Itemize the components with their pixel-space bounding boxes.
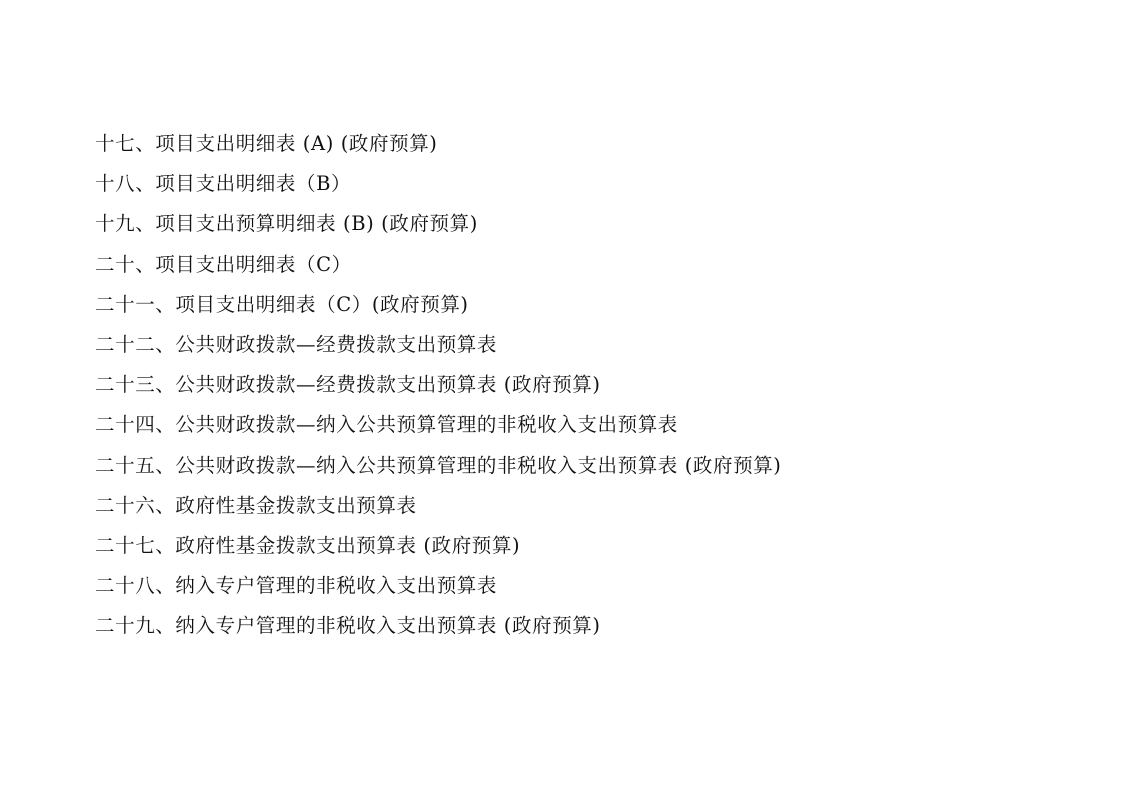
toc-entry: 二十七、政府性基金拨款支出预算表 (政府预算) — [95, 534, 521, 558]
toc-entry: 十九、项目支出预算明细表 (B) (政府预算) — [95, 212, 478, 236]
toc-entry: 二十五、公共财政拨款—纳入公共预算管理的非税收入支出预算表 (政府预算) — [95, 453, 782, 477]
toc-entry: 二十三、公共财政拨款—经费拨款支出预算表 (政府预算) — [95, 373, 601, 397]
toc-entry: 十七、项目支出明细表 (A) (政府预算) — [95, 132, 438, 155]
toc-entry: 二十二、公共财政拨款—经费拨款支出预算表 — [95, 333, 498, 357]
table-of-contents — [95, 124, 1027, 647]
toc-entry: 二十一、项目支出明细表（C）(政府预算) — [95, 292, 469, 316]
toc-entry: 二十八、纳入专户管理的非税收入支出预算表 — [95, 574, 498, 598]
toc-entry: 二十四、公共财政拨款—纳入公共预算管理的非税收入支出预算表 — [95, 413, 678, 437]
toc-entry: 十八、项目支出明细表（B） — [95, 172, 352, 196]
toc-entry: 二十九、纳入专户管理的非税收入支出预算表 (政府预算) — [95, 614, 601, 638]
toc-entry: 二十、项目支出明细表（C） — [95, 252, 352, 276]
toc-entry: 二十六、政府性基金拨款支出预算表 — [95, 493, 417, 517]
